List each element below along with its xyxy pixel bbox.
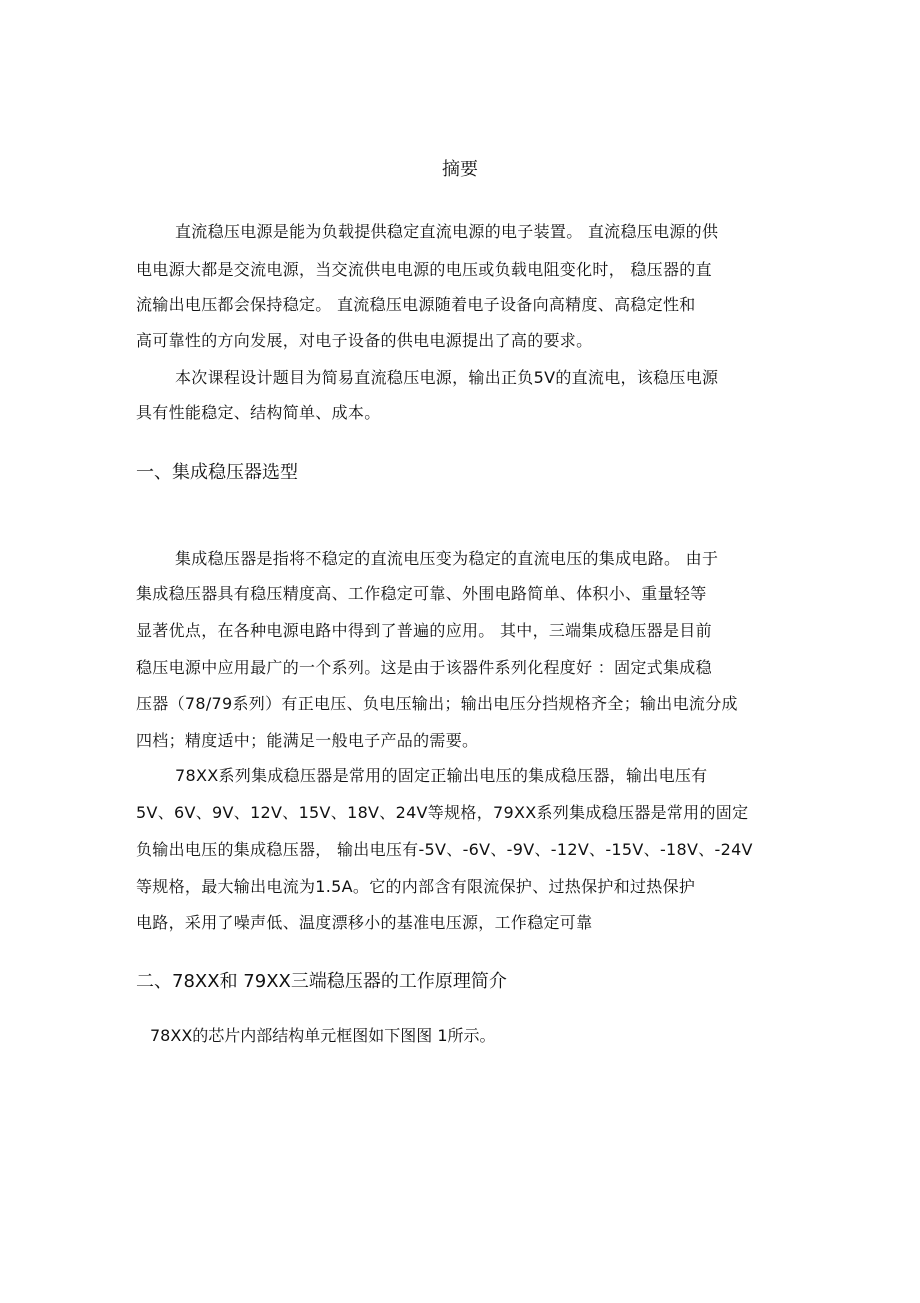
page-title: 摘要: [442, 159, 478, 180]
abstract-p1-line-4: 高可靠性的方向发展，对电子设备的供电电源提出了高的要求。: [136, 331, 593, 350]
section-1-p2-line-5: 电路，采用了噪声低、温度漂移小的基准电压源，工作稳定可靠: [136, 913, 593, 932]
section-1-p2-line-4: 等规格，最大输出电流为1.5A。它的内部含有限流保护、过热保护和过热保护: [136, 877, 696, 896]
section-1-p1-line-4: 稳压电源中应用最广的一个系列。这是由于该器件系列化程度好 ：固定式集成稳: [136, 658, 712, 677]
section-1-p2-line-3: 负输出电压的集成稳压器， 输出电压有-5V、-6V、-9V、-12V、-15V、-18V、-24V: [136, 840, 753, 859]
abstract-p2-line-2: 具有性能稳定、结构简单、成本。: [136, 403, 381, 422]
figure-caption: 78XX的芯片内部结构单元框图如下图图 1所示。: [150, 1026, 496, 1045]
section-1-p1-line-2: 集成稳压器具有稳压精度高、工作稳定可靠、外围电路简单、体积小、重量轻等: [136, 584, 707, 603]
section-2-heading: 二、78XX和 79XX三端稳压器的工作原理简介: [136, 971, 507, 992]
abstract-p1-line-2: 电电源大都是交流电源，当交流供电电源的电压或负载电阻变化时， 稳压器的直: [136, 260, 712, 279]
section-1-p2-line-1: 78XX系列集成稳压器是常用的固定正输出电压的集成稳压器，输出电压有: [175, 766, 708, 785]
abstract-p1-line-3: 流输出电压都会保持稳定。 直流稳压电源随着电子设备向高精度、高稳定性和: [136, 295, 696, 314]
section-1-p2-line-2: 5V、6V、9V、12V、15V、18V、24V等规格，79XX系列集成稳压器是常用的固定: [136, 803, 749, 822]
section-1-p1-line-6: 四档；精度适中；能满足一般电子产品的需要。: [136, 731, 479, 750]
abstract-p2-line-1: 本次课程设计题目为简易直流稳压电源，输出正负5V的直流电，该稳压电源: [175, 368, 719, 387]
section-1-p1-line-1: 集成稳压器是指将不稳定的直流电压变为稳定的直流电压的集成电路。 由于: [175, 549, 719, 568]
abstract-p1-line-1: 直流稳压电源是能为负载提供稳定直流电源的电子装置。 直流稳压电源的供: [175, 222, 719, 241]
section-1-p1-line-5: 压器（78/79系列）有正电压、负电压输出；输出电压分挡规格齐全；输出电流分成: [136, 694, 738, 713]
section-1-p1-line-3: 显著优点，在各种电源电路中得到了普遍的应用。 其中，三端集成稳压器是目前: [136, 621, 712, 640]
section-1-heading: 一、集成稳压器选型: [136, 462, 298, 483]
